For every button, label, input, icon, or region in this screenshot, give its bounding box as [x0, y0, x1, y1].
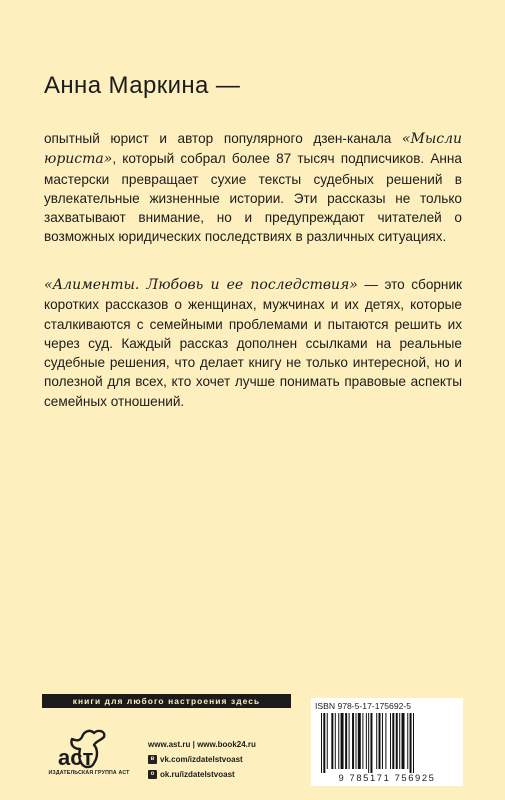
series-banner: книги для любого настроения здесь: [42, 694, 291, 708]
websites-text[interactable]: www.ast.ru | www.book24.ru: [148, 740, 256, 749]
barcode-icon: [319, 713, 457, 773]
publisher-logo-icon: [50, 727, 120, 771]
publisher-logo: [50, 727, 120, 787]
author-heading: Анна Маркина —: [44, 72, 241, 99]
publisher-caption: ИЗДАТЕЛЬСКАЯ ГРУППА АСТ: [48, 770, 130, 776]
channel-name: «Мысли юриста»: [44, 131, 462, 168]
publisher-links: [148, 737, 256, 782]
logo-letters: аст: [58, 745, 94, 770]
website-links[interactable]: [148, 737, 256, 752]
description-text: — это сборник коротких рассказов о женщинах, мужчинах и их детях, которые сталкиваются с семейными проблемами и пытаются решить их через суд. Каждый рассказ дополнен ссылками на реальные судебные решения, что делает книгу не только интересной, но и полезной для всех, кто хочет лучше понимать правовые аспекты семейных отношений.: [44, 277, 462, 409]
bio-text-before: опытный юрист и автор популярного дзен-канала: [44, 131, 402, 146]
author-bio-paragraph: [44, 129, 462, 247]
isbn-label: ISBN 978-5-17-175692-5: [315, 701, 412, 711]
book-description-paragraph: [44, 275, 462, 411]
vk-text[interactable]: vk.com/izdatelstvoast: [160, 755, 243, 764]
isbn-block: [311, 698, 463, 786]
ok-text[interactable]: ok.ru/izdatelstvoast: [160, 770, 235, 779]
ok-link[interactable]: [148, 767, 256, 782]
vk-link[interactable]: [148, 752, 256, 767]
barcode-digits: 9 785171 756925: [338, 772, 436, 783]
book-title: «Алименты. Любовь и ее последствия»: [44, 277, 358, 293]
ok-icon: о: [148, 770, 157, 779]
bio-text-after: , который собрал более 87 тысяч подписчиков. Анна мастерски превращает сухие тексты судебных решений в увлекательные жизненные истории. Эти рассказы не только захватывают внимание, но и предупреждают читателей о возможных юридических последствиях в различных ситуациях.: [44, 151, 462, 245]
vk-icon: в: [148, 755, 157, 764]
